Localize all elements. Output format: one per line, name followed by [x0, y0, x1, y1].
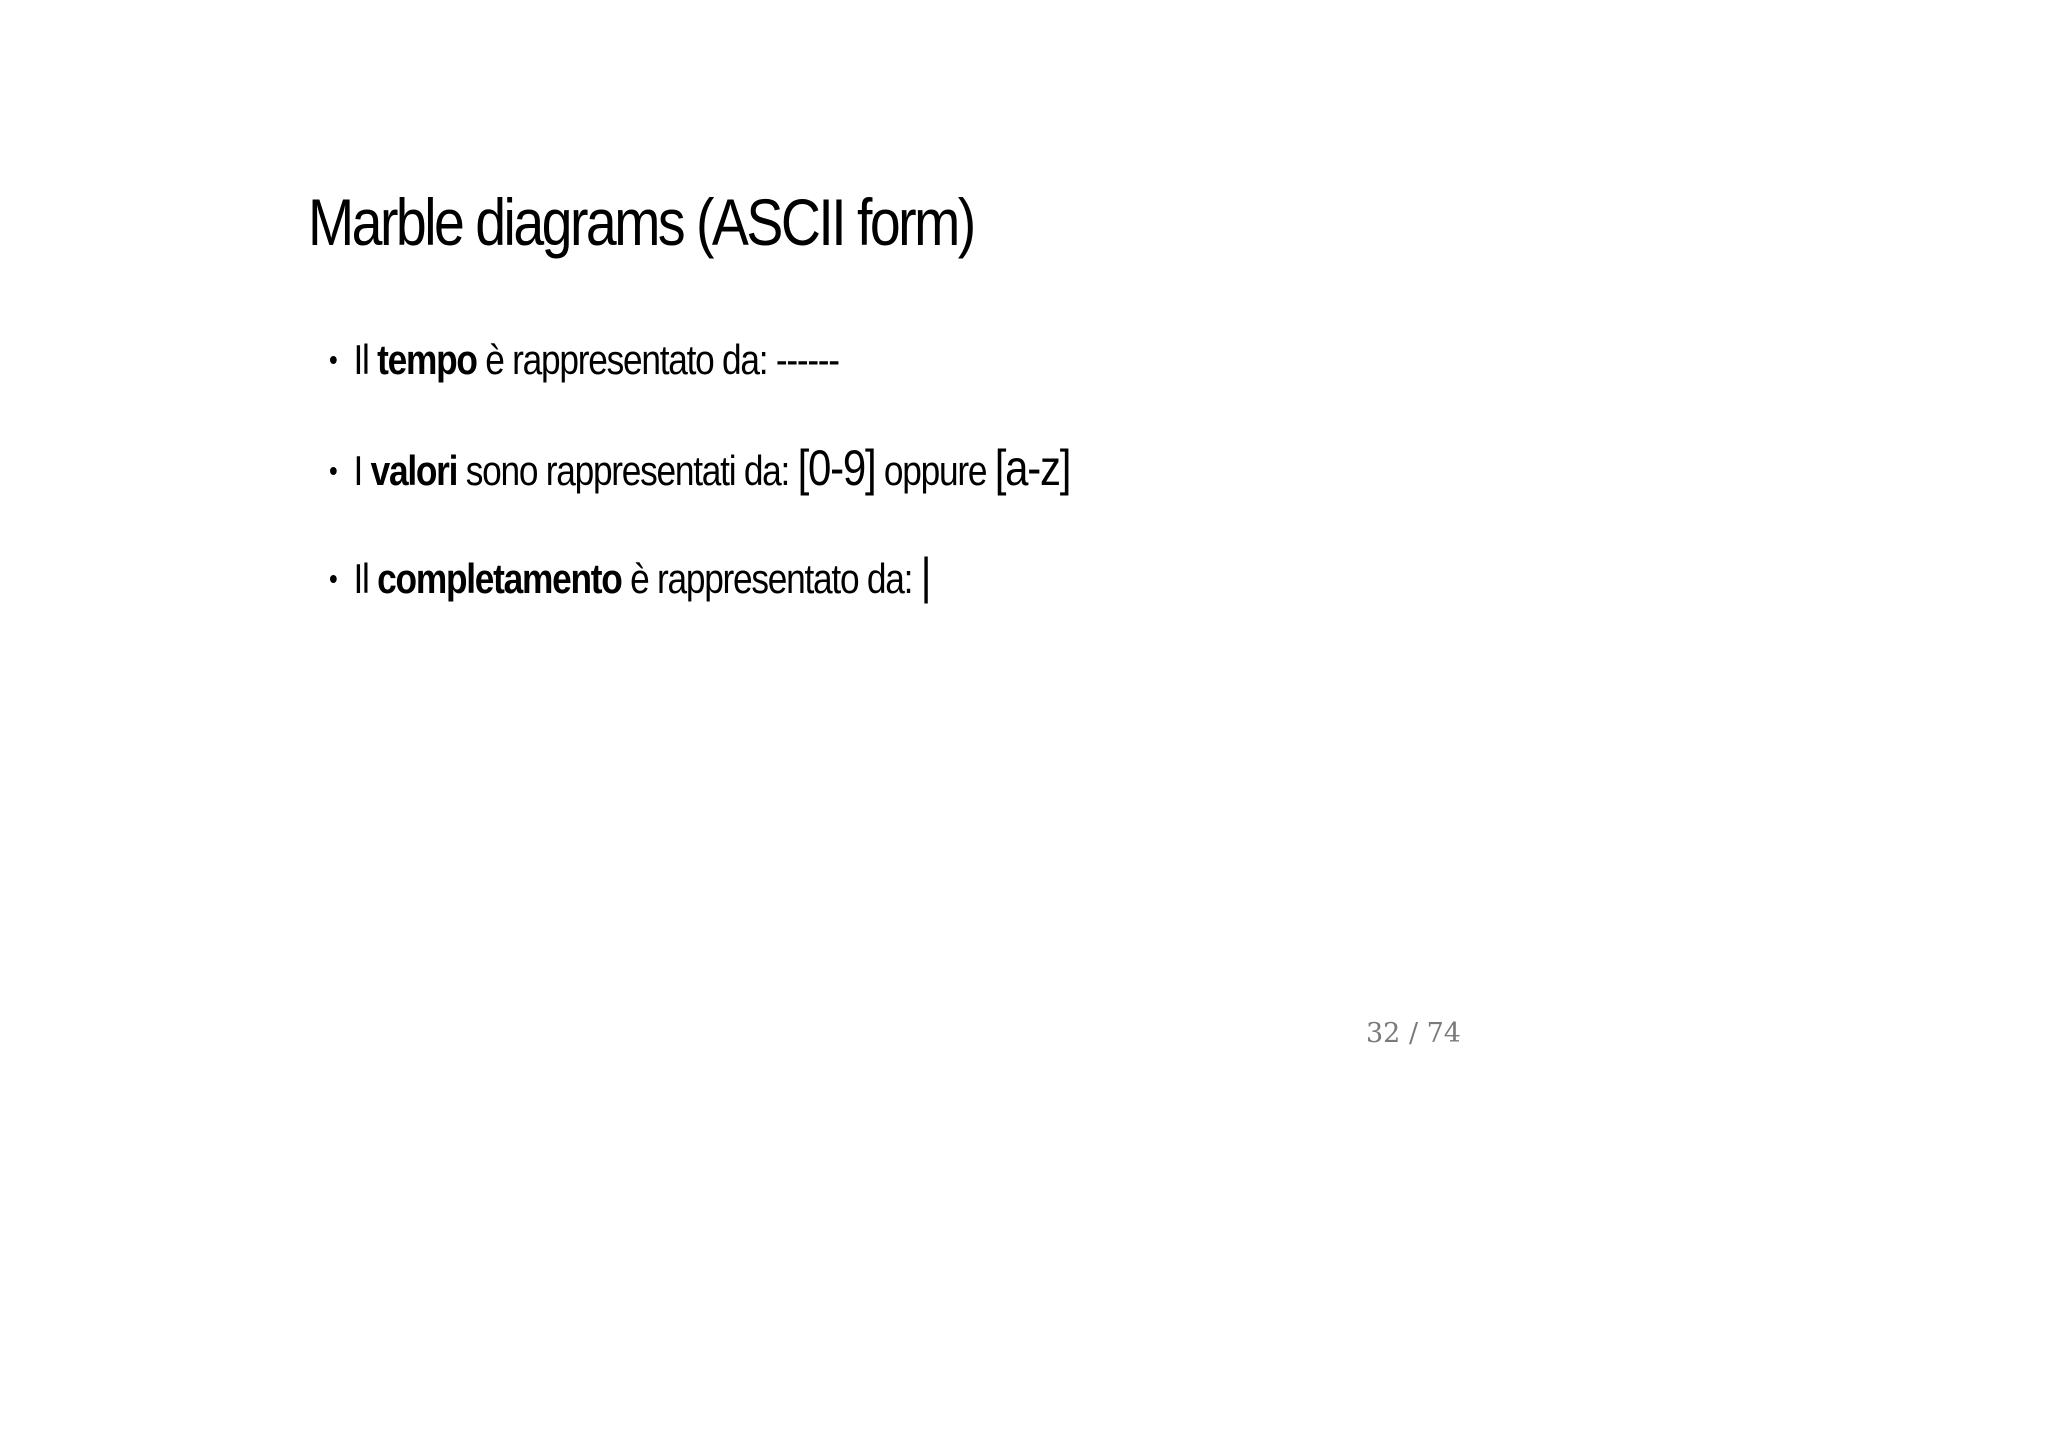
bullet-dot-icon	[330, 467, 337, 475]
page-number: 32 / 74	[1366, 1018, 1461, 1049]
bullet-dot-icon	[330, 575, 337, 583]
bullet-dot-icon	[330, 356, 337, 364]
bullet-code: [0-9]	[797, 440, 876, 496]
bullet-code: ------	[775, 336, 839, 383]
bullet-prefix: Il	[353, 336, 378, 383]
bullet-text-secondary: oppure	[875, 447, 995, 494]
bullet-item-completion	[330, 546, 1070, 654]
bullet-keyword: completamento	[377, 555, 622, 602]
bullet-item-time	[330, 330, 1070, 438]
bullet-prefix: I	[353, 447, 371, 494]
bullet-code-secondary: [a-z]	[994, 440, 1071, 496]
bullet-code: |	[920, 548, 931, 604]
bullet-item-values	[330, 438, 1070, 546]
bullet-list	[330, 330, 1211, 654]
bullet-text: è rappresentato da:	[621, 555, 921, 602]
bullet-text: sono rappresentati da:	[457, 447, 798, 494]
bullet-keyword: valori	[370, 447, 458, 494]
bullet-text: è rappresentato da:	[476, 336, 776, 383]
bullet-keyword: tempo	[377, 336, 477, 383]
slide-title: Marble diagrams (ASCII form)	[308, 185, 974, 259]
bullet-prefix: Il	[353, 555, 378, 602]
